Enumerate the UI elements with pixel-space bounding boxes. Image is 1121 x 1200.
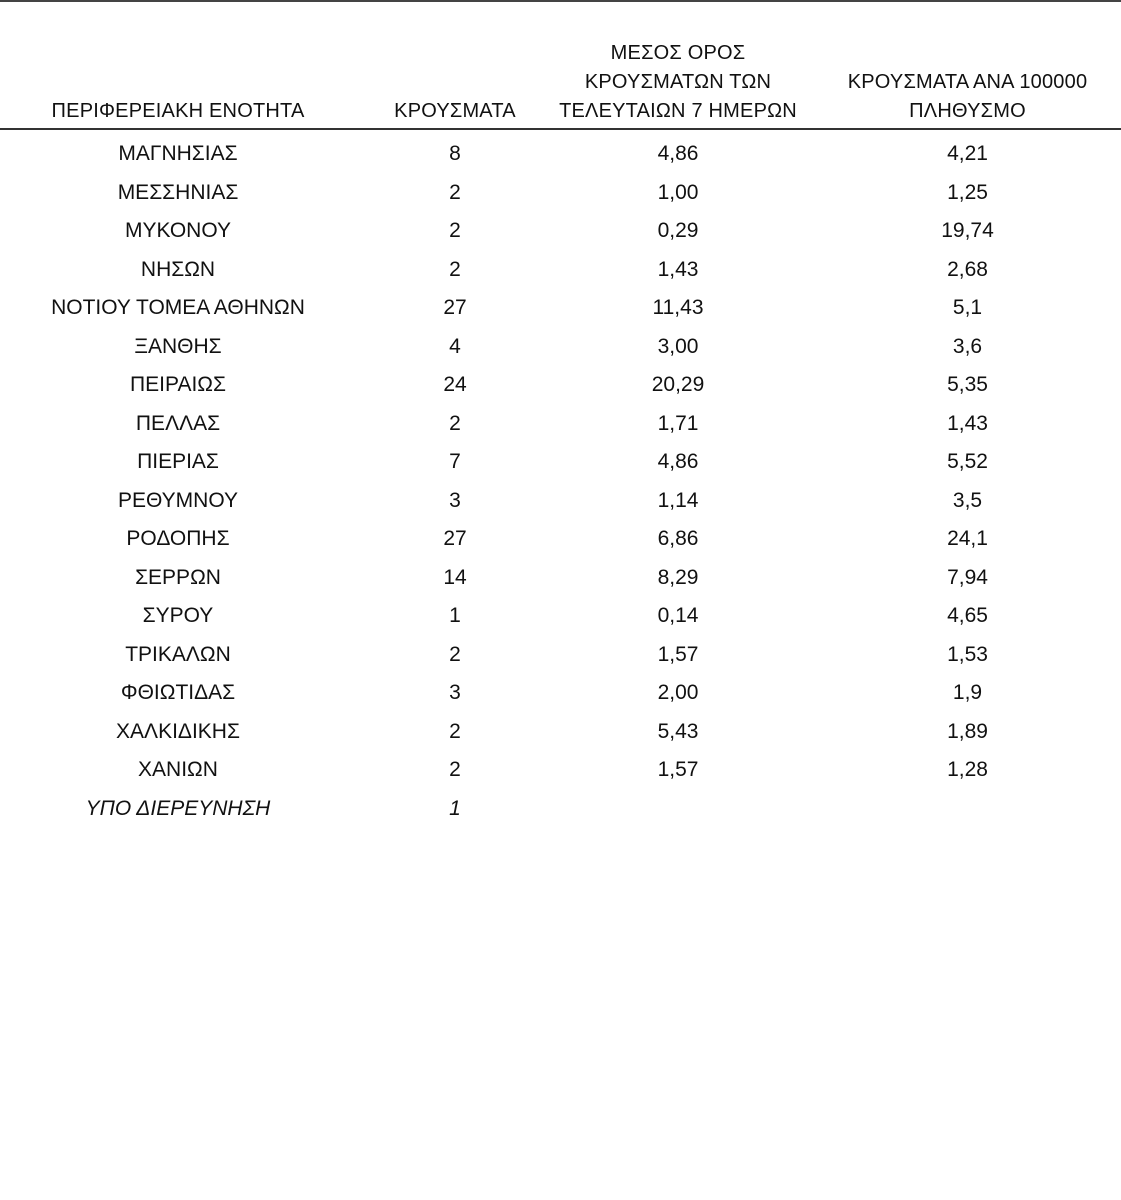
avg7-cell: 4,86: [657, 450, 699, 473]
cases-cell: 27: [443, 296, 467, 319]
table-row: [0, 212, 1121, 251]
table-row: [0, 443, 1121, 482]
cases-cell: 2: [449, 642, 461, 666]
column-header-cases: ΚΡΟΥΣΜΑΤΑ: [394, 100, 516, 122]
cases-cell: 1: [449, 604, 461, 627]
region-cell: ΣΕΡΡΩΝ: [135, 565, 221, 589]
cases-cell: 4: [449, 334, 461, 358]
per100k-cell: 3,6: [952, 334, 983, 358]
per100k-cell: 4,21: [947, 142, 988, 165]
cases-cell: 24: [443, 373, 467, 396]
column-header-region: ΠΕΡΙΦΕΡΕΙΑΚΗ ΕΝΟΤΗΤΑ: [51, 100, 305, 122]
per100k-cell: 2,68: [947, 257, 988, 281]
region-cell: ΝΗΣΩΝ: [140, 257, 216, 281]
per100k-cell: 1,89: [947, 719, 988, 743]
region-cell: ΡΕΘΥΜΝΟΥ: [117, 488, 238, 512]
per100k-cell: 1,53: [947, 642, 988, 666]
table-row: [0, 674, 1121, 713]
region-cell: ΜΑΓΝΗΣΙΑΣ: [118, 142, 238, 165]
avg7-cell: 1,57: [657, 642, 699, 666]
avg7-cell: 11,43: [652, 296, 704, 319]
per100k-cell: 5,52: [947, 450, 988, 473]
table-row: [0, 405, 1121, 444]
per100k-cell: 24,1: [947, 527, 988, 550]
cases-cell: 2: [449, 180, 461, 204]
cases-cell: 1: [449, 796, 461, 820]
region-cell: ΠΙΕΡΙΑΣ: [137, 450, 219, 473]
table-header: [0, 0, 1121, 130]
table-row: [0, 174, 1121, 213]
region-cell: ΥΠΟ ΔΙΕΡΕΥΝΗΣΗ: [85, 796, 271, 820]
avg7-cell: 8,29: [657, 565, 699, 589]
avg7-cell: 1,43: [657, 257, 699, 281]
region-cell: ΝΟΤΙΟΥ ΤΟΜΕΑ ΑΘΗΝΩΝ: [51, 296, 305, 319]
avg7-cell: 3,00: [657, 334, 699, 358]
region-cell: ΣΥΡΟΥ: [142, 604, 214, 627]
region-cell: ΧΑΛΚΙΔΙΚΗΣ: [116, 719, 240, 743]
avg7-cell: 1,71: [657, 411, 699, 435]
table-row: [0, 366, 1121, 405]
region-cell: ΜΥΚΟΝΟΥ: [124, 219, 232, 242]
table-row: [0, 328, 1121, 367]
table-row: [0, 251, 1121, 290]
cases-cell: 2: [449, 758, 461, 781]
per100k-cell: 1,25: [947, 180, 988, 204]
per100k-cell: 1,28: [947, 758, 988, 781]
avg7-cell: 20,29: [651, 373, 705, 396]
region-cell: ΤΡΙΚΑΛΩΝ: [125, 642, 231, 666]
cases-cell: 2: [449, 719, 461, 743]
table-row: [0, 636, 1121, 675]
cases-cell: 2: [449, 219, 461, 242]
avg7-cell: 5,43: [657, 719, 699, 743]
cases-cell: 2: [449, 411, 461, 435]
avg7-cell: 0,29: [657, 219, 699, 242]
table-row: [0, 559, 1121, 598]
region-cell: ΜΕΣΣΗΝΙΑΣ: [117, 180, 239, 204]
column-header-cases-per-100k: ΚΡΟΥΣΜΑΤΑ ΑΝΑ 100000 ΠΛΗΘΥΣΜΟ: [847, 71, 1088, 122]
cases-cell: 3: [449, 488, 461, 512]
avg7-cell: 6,86: [657, 527, 699, 550]
avg7-cell: 1,00: [657, 180, 699, 204]
column-header-7day-average: ΜΕΣΟΣ ΟΡΟΣ ΚΡΟΥΣΜΑΤΩΝ ΤΩΝ ΤΕΛΕΥΤΑΙΩΝ 7 ΗΜΕΡΩΝ: [559, 42, 797, 122]
table-body: [0, 135, 1121, 828]
region-cell: ΡΟΔΟΠΗΣ: [126, 527, 230, 550]
per100k-cell: 3,5: [952, 488, 983, 512]
avg7-cell: 1,14: [657, 488, 699, 512]
per100k-cell: 4,65: [947, 604, 988, 627]
per100k-cell: 19,74: [941, 219, 994, 242]
avg7-cell: 4,86: [657, 142, 699, 165]
table-row: [0, 520, 1121, 559]
per100k-cell: 1,43: [947, 411, 988, 435]
region-cell: ΠΕΙΡΑΙΩΣ: [130, 373, 226, 396]
per100k-cell: 5,35: [947, 373, 988, 396]
per100k-cell: 1,9: [952, 681, 983, 704]
region-cell: ΦΘΙΩΤΙΔΑΣ: [120, 681, 236, 704]
table-row: [0, 482, 1121, 521]
table-row: [0, 713, 1121, 752]
cases-cell: 3: [449, 681, 461, 704]
cases-cell: 8: [449, 142, 461, 165]
region-cell: ΧΑΝΙΩΝ: [138, 758, 218, 781]
per100k-cell: 5,1: [952, 296, 983, 319]
table-row: [0, 135, 1121, 174]
table-row: [0, 597, 1121, 636]
avg7-cell: 0,14: [657, 604, 699, 627]
per100k-cell: 7,94: [947, 565, 988, 589]
cases-cell: 14: [443, 565, 467, 589]
avg7-cell: 1,57: [657, 758, 699, 781]
cases-cell: 27: [443, 527, 467, 550]
cases-cell: 2: [449, 257, 461, 281]
cases-cell: 7: [449, 450, 461, 473]
region-cell: ΞΑΝΘΗΣ: [134, 334, 222, 358]
table-row: [0, 751, 1121, 790]
table-row: [0, 289, 1121, 328]
table-row: [0, 790, 1121, 829]
region-cell: ΠΕΛΛΑΣ: [135, 411, 221, 435]
avg7-cell: 2,00: [657, 681, 699, 704]
